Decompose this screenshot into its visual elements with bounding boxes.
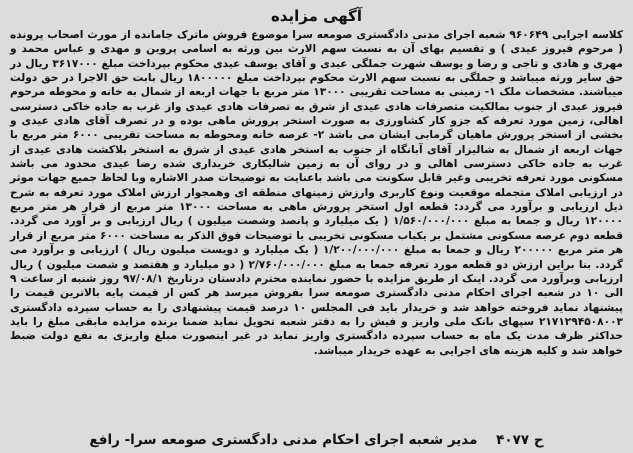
notice-footer <box>10 431 623 449</box>
notice-title: آگهی مزایده <box>270 7 363 25</box>
notice-signature: مدیر شعبه اجرای احکام مدنی دادگستری صومعه سرا- رافع <box>89 432 478 448</box>
notice-reference-number: ح ۴۰۷۷ <box>496 432 544 448</box>
notice-body: کلاسه اجرایی ۹۶۰۶۴۹ شعبه اجرای مدنی دادگستری صومعه سرا موضوع فروش ماترک جامانده از مورث اصحاب پرونده ( مرحوم فیروز عیدی ) و تقسیم بهای آن به نسبت سهم الارث بین ورثه به اسامی پروین و مهدی و عباس محمد و مهری و هادی و تاجی و رضا و یوسف شهرت جملگی عیدی و آقای یوسف عیدی محکوم بپرداخت مبلغ ۳۶۱۷۰۰۰ ریال در حق سایر ورثه میباشد و جملگی به نسبت سهم الارث محکوم بپرداخت مبلغ ۱۸۰۰۰۰۰ ریال بابت حق الاجرا در حق دولت میباشند. مشخصات ملک ۱- زمینی به مساحت تقریبی ۱۳۰۰۰ متر مربع با جهات اربعه از شمال به خانه و محوطه مرحوم فیروز عیدی از جنوب بمالکیت متصرفات هادی عیدی از شرق به تصرفات هادی عیدی واز غرب به جاده خاکی دسترسی اهالی، زمین مورد تعرفه که جزو کار کشاورزی به صورت استخر پرورش ماهی بوده و در تصرف آقای هادی عیدی و بخشی از استخر پرورش ماهیان گرمابی ایشان می باشد ۲- عرصه خانه ومحوطه به مساحت تقریبی ۶۰۰۰ متر مربع با جهات اربعه از شمال به شالیزار آقای آبانگاه از جنوب به استخر هادی عیدی از شرق به استخر بلاکشت هادی عیدی از غرب به جاده خاکی دسترسی اهالی و در روای آن به زمین شالیکاری خریداری شده رضا عیدی محدود می باشد مسکونی مورد تعرفه تخریبی وغیر قابل سکونت می باشد باعنایت به توضیحات صدر الاشاره وبا لحاظ جمیع جهات موثر در ارزیابی املاک متجمله موقعیت ونوع کاربری وارزش زمینهای منطقه ای وهمجوار ارزش املاک مورد تعرفه به شرح ذیل ارزیابی و برآورد می گردد: قطعه اول استخر پرورش ماهی به مساحت ۱۳۰۰۰ متر مربع از قرار هر متر مربع ۱۲۰۰۰۰ ریال و جمعا به مبلغ ۱/۵۶۰/۰۰۰/۰۰۰ ( یک میلیارد و پانصد وشصت میلیون ) ریال ارزیابی و بر آورد می گردد. قطعه دوم عرصه مسکونی مشتمل بر یکباب مسکونی تخریبی با توضیحات فوق الذکر به مساحت ۶۰۰۰ متر مربع از قرار هر متر مربع ۲۰۰۰۰۰ ریال و جمعا به مبلغ ۱/۲۰۰/۰۰۰/۰۰۰ ( یک میلیارد و دویست میلیون ریال ) ارزیابی و برآورد می گردد. بنا براین ارزش دو قطعه مورد تعرفه جمعا به مبلغ ۲/۷۶۰/۰۰۰/۰۰۰ ( دو میلیارد و هفتصد و شصت میلیون ) ریال ارزیابی وبرآورد می گردد. اینک از طریق مزایده با حضور نماینده محترم دادستان درتاریخ ۹۷/۰۸/۱ روز شنبه از ساعت ۹ الی ۱۰ در شعبه اجرای احکام مدنی دادگستری صومعه سرا بفروش میرسد هر کس از قیمت پایه بالاترین قیمت را پیشنهاد نماید فروخته خواهد شد و خریدار باید فی المجلس ۱۰ درصد قیمت پیشنهادی را به حساب سپرده دادگستری ۲۱۷۱۲۹۴۵۰۸۰۰۳ سپهای بانک ملی واریز و فیش را به دفتر شعبه تحویل نماید ضمنا برنده مزایده مابقی مبلغ را باید حداکثر ظرف مدت یک ماه به حساب سپرده دادگستری واریز نماید در غیر اینصورت مبلغ واریزی به نفع دولت ضبط خواهد شد و کلیه هزینه های اجرایی به عهده خریدار میباشد. <box>10 29 624 357</box>
